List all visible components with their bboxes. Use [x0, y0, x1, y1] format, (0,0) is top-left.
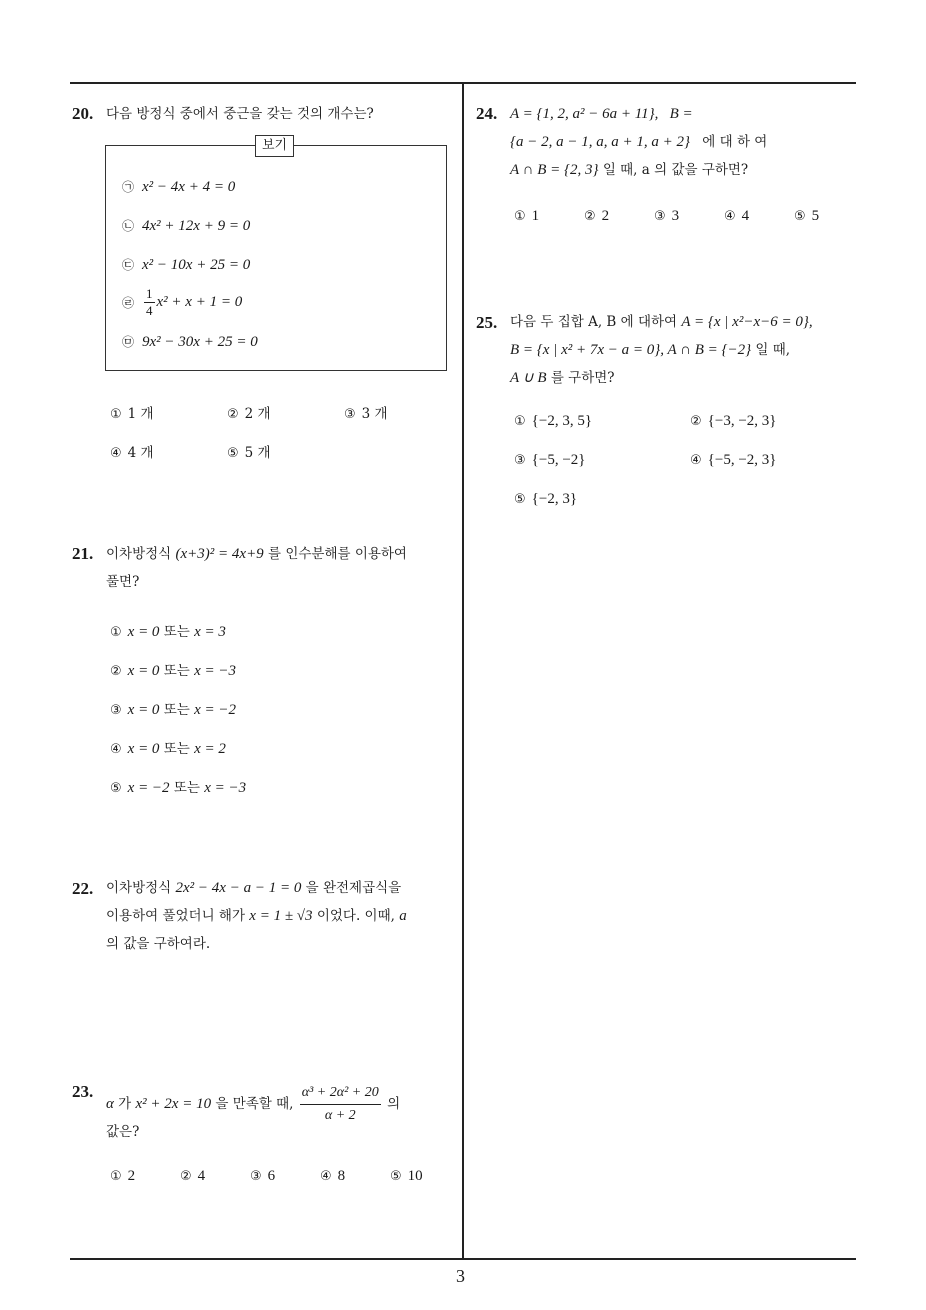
- answer-choice[interactable]: ④ {−5, −2, 3}: [690, 452, 777, 468]
- answer-choice[interactable]: ⑤ x = −2 또는 x = −3: [110, 780, 247, 796]
- answer-choice[interactable]: ① {−2, 3, 5}: [514, 413, 593, 429]
- question-text: 다음 방정식 중에서 중근을 갖는 것의 개수는?: [106, 106, 374, 122]
- answer-choice[interactable]: ② 2: [584, 208, 610, 224]
- answer-choice[interactable]: ② 2 개: [227, 406, 271, 422]
- answer-choice[interactable]: ② 4: [180, 1168, 206, 1184]
- answer-choice[interactable]: ④ 4: [724, 208, 750, 224]
- example-box-title: 보기: [255, 135, 294, 157]
- answer-choice[interactable]: ② x = 0 또는 x = −3: [110, 663, 237, 679]
- answer-choice[interactable]: ⑤ 5 개: [227, 445, 271, 461]
- bottom-rule: [70, 1258, 856, 1260]
- answer-choice[interactable]: ③ 3 개: [344, 406, 388, 422]
- question-text: 다음 두 집합 A, B 에 대하여 A = {x | x²−x−6 = 0}, B = {x | x² + 7x − a = 0}, A ∩ B = {−2} 일 때, A ∪ B 를 구하면?: [510, 314, 813, 386]
- answer-choice[interactable]: ③ 6: [250, 1168, 276, 1184]
- answer-choice[interactable]: ③ x = 0 또는 x = −2: [110, 702, 237, 718]
- question-text: 이차방정식 (x+3)² = 4x+9 를 인수분해를 이용하여 풀면?: [106, 546, 407, 590]
- question-number: 20.: [72, 104, 94, 123]
- answer-choice[interactable]: ③ {−5, −2}: [514, 452, 586, 468]
- column-divider: [462, 83, 464, 1260]
- question-text: A = {1, 2, a² − 6a + 11}, B = {a − 2, a − 1, a, a + 1, a + 2} 에 대 하 여 A ∩ B = {2, 3} 일 때, a 의 값을 구하면?: [510, 106, 768, 178]
- answer-choice[interactable]: ⑤ 5: [794, 208, 820, 224]
- answer-choice[interactable]: ① x = 0 또는 x = 3: [110, 624, 226, 640]
- answer-choice[interactable]: ④ x = 0 또는 x = 2: [110, 741, 226, 757]
- question-number: 21.: [72, 544, 94, 563]
- question-number: 22.: [72, 879, 94, 898]
- example-item: ㉡ 4x² + 12x + 9 = 0: [122, 218, 251, 234]
- question-number: 25.: [476, 313, 498, 332]
- question-number: 24.: [476, 104, 498, 123]
- question-text: α 가 x² + 2x = 10 을 만족할 때, $\frac{\text{α³ + 2α² + 20}}{\alpha + 2}$ 의: [106, 1082, 461, 1127]
- question-text: 이차방정식 2x² − 4x − a − 1 = 0 을 완전제곱식을 이용하여 풀었더니 해가 x = 1 ± √3 이었다. 이때, a 의 값을 구하여라.: [106, 880, 407, 952]
- answer-choice[interactable]: ⑤ {−2, 3}: [514, 491, 578, 507]
- answer-choice[interactable]: ④ 4 개: [110, 445, 154, 461]
- question-text-cont: 값은?: [106, 1124, 140, 1140]
- answer-choice[interactable]: ① 2: [110, 1168, 136, 1184]
- answer-choice[interactable]: ④ 8: [320, 1168, 346, 1184]
- answer-choice[interactable]: ② {−3, −2, 3}: [690, 413, 777, 429]
- example-item: ㉠ x² − 4x + 4 = 0: [122, 179, 236, 195]
- answer-choice[interactable]: ③ 3: [654, 208, 680, 224]
- answer-choice[interactable]: ⑤ 10: [390, 1168, 423, 1184]
- answer-choice[interactable]: ① 1 개: [110, 406, 154, 422]
- example-item: ㉣ $\frac{1}{4}$ x² + x + 1 = 0: [122, 286, 243, 318]
- page-number: 3: [456, 1266, 465, 1286]
- answer-choice[interactable]: ① 1: [514, 208, 540, 224]
- example-item: ㉢ x² − 10x + 25 = 0: [122, 257, 251, 273]
- example-item: ㉤ 9x² − 30x + 25 = 0: [122, 334, 258, 350]
- question-number: 23.: [72, 1082, 94, 1101]
